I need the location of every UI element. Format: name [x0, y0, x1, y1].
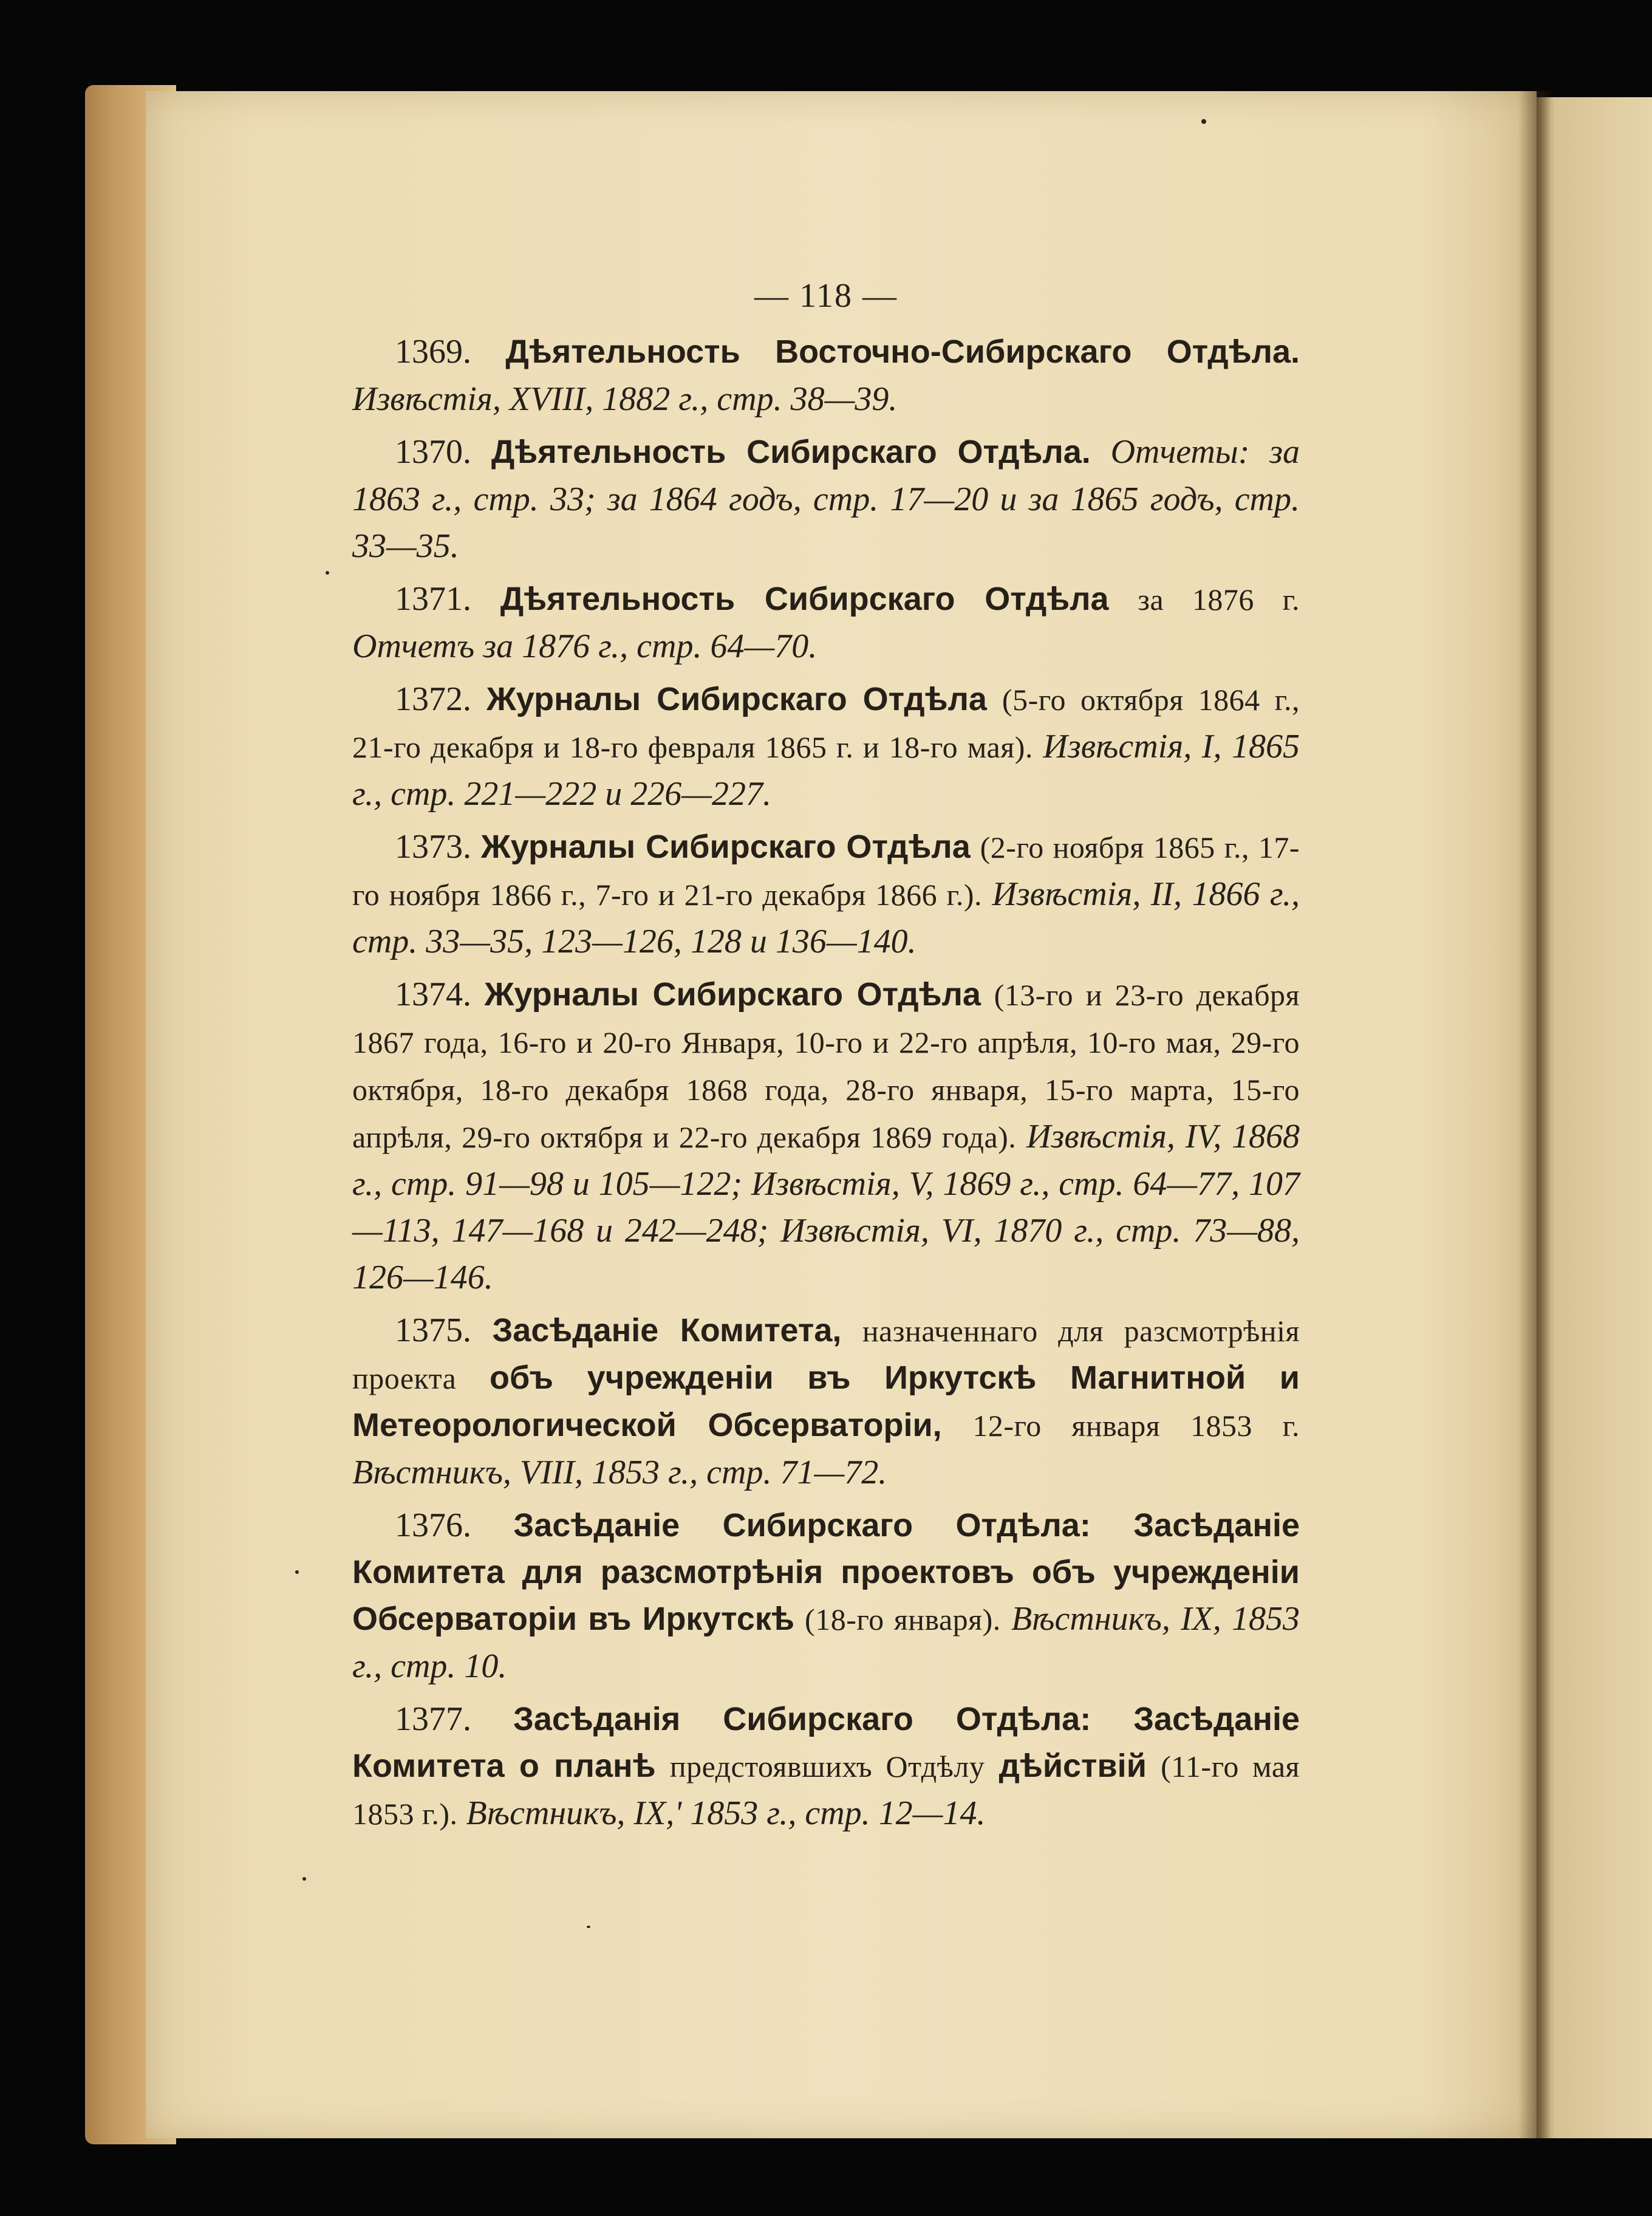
entry-title-continued: объ учрежденіи въ Иркутскѣ Магнитной и Метеорологической Обсерваторіи,: [352, 1359, 1300, 1443]
entry-source: Отчеты: за 1863 г., стр. 33; за 1864 годъ, стр. 17—20 и за 1865 годъ, стр. 33—35.: [352, 433, 1300, 565]
entry-source: Вѣстникъ, IX, 1853 г., стр. 10.: [352, 1600, 1300, 1685]
entry-number: 1372.: [395, 680, 471, 718]
entry-source: Извѣстія, IV, 1868 г., стр. 91—98 и 105—122; Извѣстія, V, 1869 г., стр. 64—77, 107—113, 147—168 и 242—248; Извѣстія, VI, 1870 г., стр. 73—88, 126—146.: [352, 1118, 1300, 1296]
page-content: [352, 276, 1300, 1844]
entry-description: за 1876 г.: [1138, 583, 1300, 617]
entry-number: 1377.: [395, 1700, 471, 1738]
entry-description: (18-го января).: [805, 1602, 1001, 1636]
entry-number: 1369.: [395, 333, 471, 371]
paper-speck: [587, 1926, 590, 1928]
entry-title: Засѣданія Сибирскаго Отдѣла: Засѣданіе Комитета о планѣ: [352, 1701, 1300, 1784]
entry-title: Засѣданіе Комитета,: [492, 1312, 842, 1349]
entry-title: Дѣятельность Сибирскаго Отдѣла: [500, 581, 1109, 617]
entry-description: (5-го октября 1864 г., 21-го декабря и 18-го февраля 1865 г. и 18-го мая).: [352, 683, 1300, 764]
paper-speck: [295, 1570, 299, 1574]
entry-description: (13-го и 23-го декабря 1867 года, 16-го и 20-го Января, 10-го и 22-го апрѣля, 10-го мая, 29-го октября, 18-го декабря 1868 года, 28-го января, 15-го марта, 15-го апрѣля, 29-го октября и 22-го декабря 1869 года).: [352, 978, 1300, 1154]
entry-description-continued: (11-го мая 1853 г.).: [352, 1749, 1300, 1831]
entry-number: 1371.: [395, 580, 471, 618]
bibliography-entry-1370: [352, 429, 1300, 570]
entry-number: 1370.: [395, 433, 471, 471]
entry-source: Извѣстія, XVIII, 1882 г., стр. 38—39.: [352, 380, 898, 418]
entry-source: Вѣстникъ, IX,' 1853 г., стр. 12—14.: [466, 1794, 986, 1832]
entry-source: Извѣстія, I, 1865 г., стр. 221—222 и 226—227.: [352, 728, 1300, 813]
paper-speck: [326, 571, 329, 575]
entry-number: 1376.: [395, 1506, 471, 1544]
entry-title: Журналы Сибирскаго Отдѣла: [486, 681, 987, 717]
entry-number: 1375.: [395, 1311, 471, 1349]
entry-number: 1374.: [395, 976, 471, 1013]
entry-description: предстоявшихъ Отдѣлу: [669, 1749, 985, 1783]
entry-number: 1373.: [395, 828, 471, 866]
entry-title-continued: дѣйствій: [998, 1748, 1147, 1784]
book-gutter: [1518, 91, 1555, 2138]
entry-description: (2-го ноября 1865 г., 17-го ноября 1866 г., 7-го и 21-го декабря 1866 г.).: [352, 830, 1300, 912]
paper-speck: [302, 1877, 306, 1881]
entry-title: Засѣданіе Сибирскаго Отдѣла: Засѣданіе Комитета для разсмотрѣнія проектовъ объ учрежденіи Обсерваторіи въ Иркутскѣ: [352, 1507, 1300, 1637]
entry-title: Дѣятельность Восточно-Сибирскаго Отдѣла.: [505, 333, 1300, 370]
bibliography-entry-1374: [352, 971, 1300, 1301]
bibliography-entry-1375: [352, 1307, 1300, 1496]
paper-speck: [1201, 119, 1206, 124]
entry-title: Журналы Сибирскаго Отдѣла: [484, 976, 981, 1013]
entry-title: Журналы Сибирскаго Отдѣла: [480, 829, 971, 865]
bibliography-entry-1372: [352, 676, 1300, 818]
entry-description: назначеннаго для разсмотрѣнія проекта: [352, 1314, 1300, 1395]
bibliography-entry-1376: [352, 1502, 1300, 1690]
bibliography-entry-1369: [352, 329, 1300, 423]
bibliography-entry-1377: [352, 1696, 1300, 1838]
entry-source: Извѣстія, II, 1866 г., стр. 33—35, 123—126, 128 и 136—140.: [352, 875, 1300, 960]
bibliography-entry-1371: [352, 576, 1300, 670]
entry-description-continued: 12-го января 1853 г.: [972, 1409, 1300, 1443]
page-number: — 118 —: [754, 277, 898, 315]
entry-title: Дѣятельность Сибирскаго Отдѣла.: [491, 434, 1091, 470]
entry-source: Вѣстникъ, VIII, 1853 г., стр. 71—72.: [352, 1454, 887, 1491]
bibliography-entry-1373: [352, 824, 1300, 965]
entry-source: Отчетъ за 1876 г., стр. 64—70.: [352, 628, 817, 665]
